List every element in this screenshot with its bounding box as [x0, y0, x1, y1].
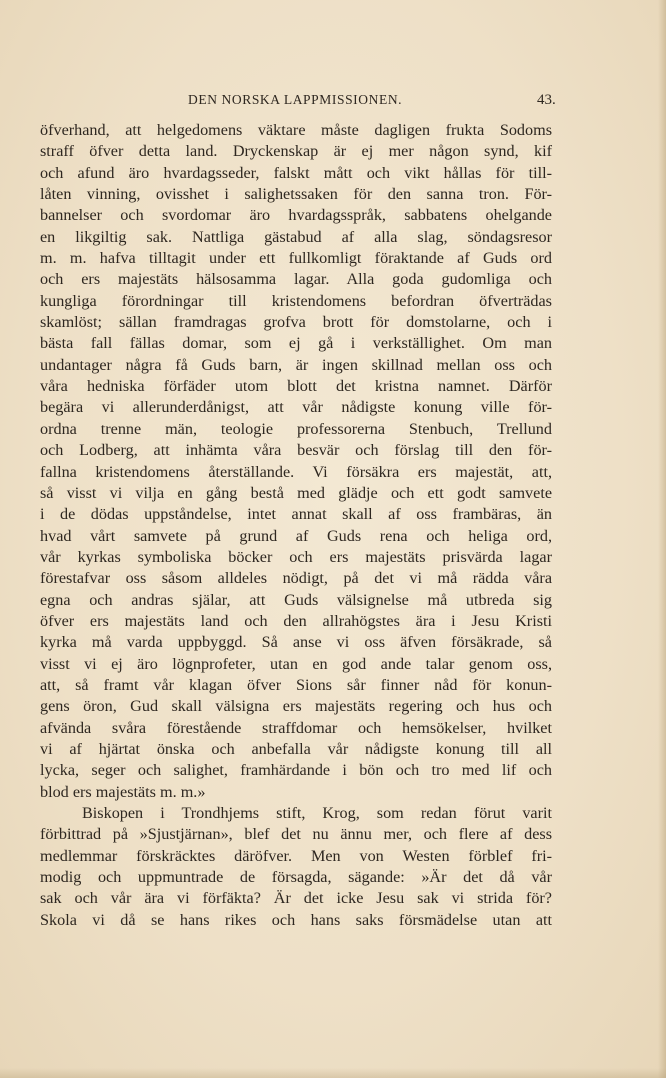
text-line: gens öron, Gud skall välsigna ers majestäts regering och hus och	[40, 697, 552, 716]
page-edge-shadow-right	[658, 0, 666, 1078]
text-line: att, så framt vår klagan öfver Sions sår finner nåd för konun-	[40, 675, 552, 694]
text-line: begära vi allerunderdånigst, att vår nådigste konung ville för-	[40, 398, 552, 417]
text-line: afvända svåra förestående straffdomar och hemsökelser, hvilket	[40, 718, 552, 737]
text-line: medlemmar förskräcktes däröfver. Men von Westen förblef fri-	[40, 846, 552, 865]
text-line: och ers majestäts hälsosamma lagar. Alla goda gudomliga och	[40, 270, 552, 289]
running-title: DEN NORSKA LAPPMISSIONEN.	[188, 92, 403, 107]
text-line: fallna kristendomens återställande. Vi försäkra ers majestät, att,	[40, 462, 552, 481]
running-head	[0, 92, 666, 112]
text-line: och Lodberg, att inhämta våra besvär och förslag till den för-	[40, 441, 552, 460]
text-line: undantager några få Guds barn, är ingen skillnad mellan oss och	[40, 355, 552, 374]
text-line: en likgiltig sak. Nattliga gästabud af alla slag, söndagsresor	[40, 227, 552, 246]
text-line: Skola vi då se hans rikes och hans saks försmädelse utan att	[40, 910, 552, 929]
text-line: kyrka må varda uppbyggd. Så anse vi oss äfven försäkrade, så	[40, 633, 552, 652]
text-line: kungliga förordningar till kristendomens befordran öfverträdas	[40, 291, 552, 310]
text-line: förestafvar oss såsom alldeles nödigt, på det vi må rädda våra	[40, 569, 552, 588]
text-line: så visst vi vilja en gång bestå med glädje och ett godt samvete	[40, 483, 552, 502]
paragraph-start-line: Biskopen i Trondhjems stift, Krog, som redan förut varit	[82, 804, 552, 822]
text-line: förbittrad på »Sjustjärnan», blef det nu ännu mer, och flere af dess	[40, 825, 552, 844]
paragraph-end-line: blod ers majestäts m. m.»	[40, 782, 206, 801]
text-line: sak och vår ära vi förfäkta? Är det icke Jesu sak vi strida för?	[40, 889, 552, 908]
text-line: hvad vårt samvete på grund af Guds rena och heliga ord,	[40, 526, 552, 545]
text-line: vår kyrkas symboliska böcker och ers majestäts prisvärda lagar	[40, 547, 552, 566]
text-line: skamlöst; sällan framdragas grofva brott för domstolarne, och i	[40, 313, 552, 332]
text-line: m. m. hafva tilltagit under ett fullkomligt föraktande af Guds ord	[40, 249, 552, 268]
text-line: lycka, seger och salighet, framhärdande i bön och tro med lif och	[40, 761, 552, 780]
page-edge-shadow-bottom	[0, 1068, 666, 1078]
text-line: och afund äro hvardagsseder, falskt mått och vikt hållas för till-	[40, 163, 552, 182]
text-line: ordna trenne män, teologie professorerna Stenbuch, Trellund	[40, 419, 552, 438]
text-line: modig och uppmuntrade de försagda, sägande: »Är det då vår	[40, 868, 552, 887]
text-line: låten vinning, ovisshet i salighetssaken för den sanna tron. För-	[40, 185, 552, 204]
text-line: öfver ers majestäts land och den allrahögstes ära i Jesu Kristi	[40, 611, 552, 630]
text-line: våra hedniska förfäder utom blott det kristna namnet. Därför	[40, 377, 552, 396]
text-line: öfverhand, att helgedomens väktare måste dagligen frukta Sodoms	[40, 121, 552, 139]
text-line: i de dödas uppståndelse, intet annat skall af oss frambäras, än	[40, 505, 552, 524]
text-line: visst vi ej äro lögnprofeter, utan en god ande talar genom oss,	[40, 654, 552, 673]
text-line: egna och andras själar, att Guds välsignelse må utbreda sig	[40, 590, 552, 609]
text-line: bästa fall fällas domar, som ej gå i verkställighet. Om man	[40, 334, 552, 353]
text-line: straff öfver detta land. Dryckenskap är ej mer någon synd, kif	[40, 142, 552, 161]
text-line: bannelser och svordomar äro hvardagsspråk, sabbatens ohelgande	[40, 206, 552, 225]
page-number: 43.	[537, 92, 556, 108]
text-line: vi af hjärtat önska och anbefalla vår nådigste konung till all	[40, 739, 552, 758]
body-text	[40, 120, 552, 931]
